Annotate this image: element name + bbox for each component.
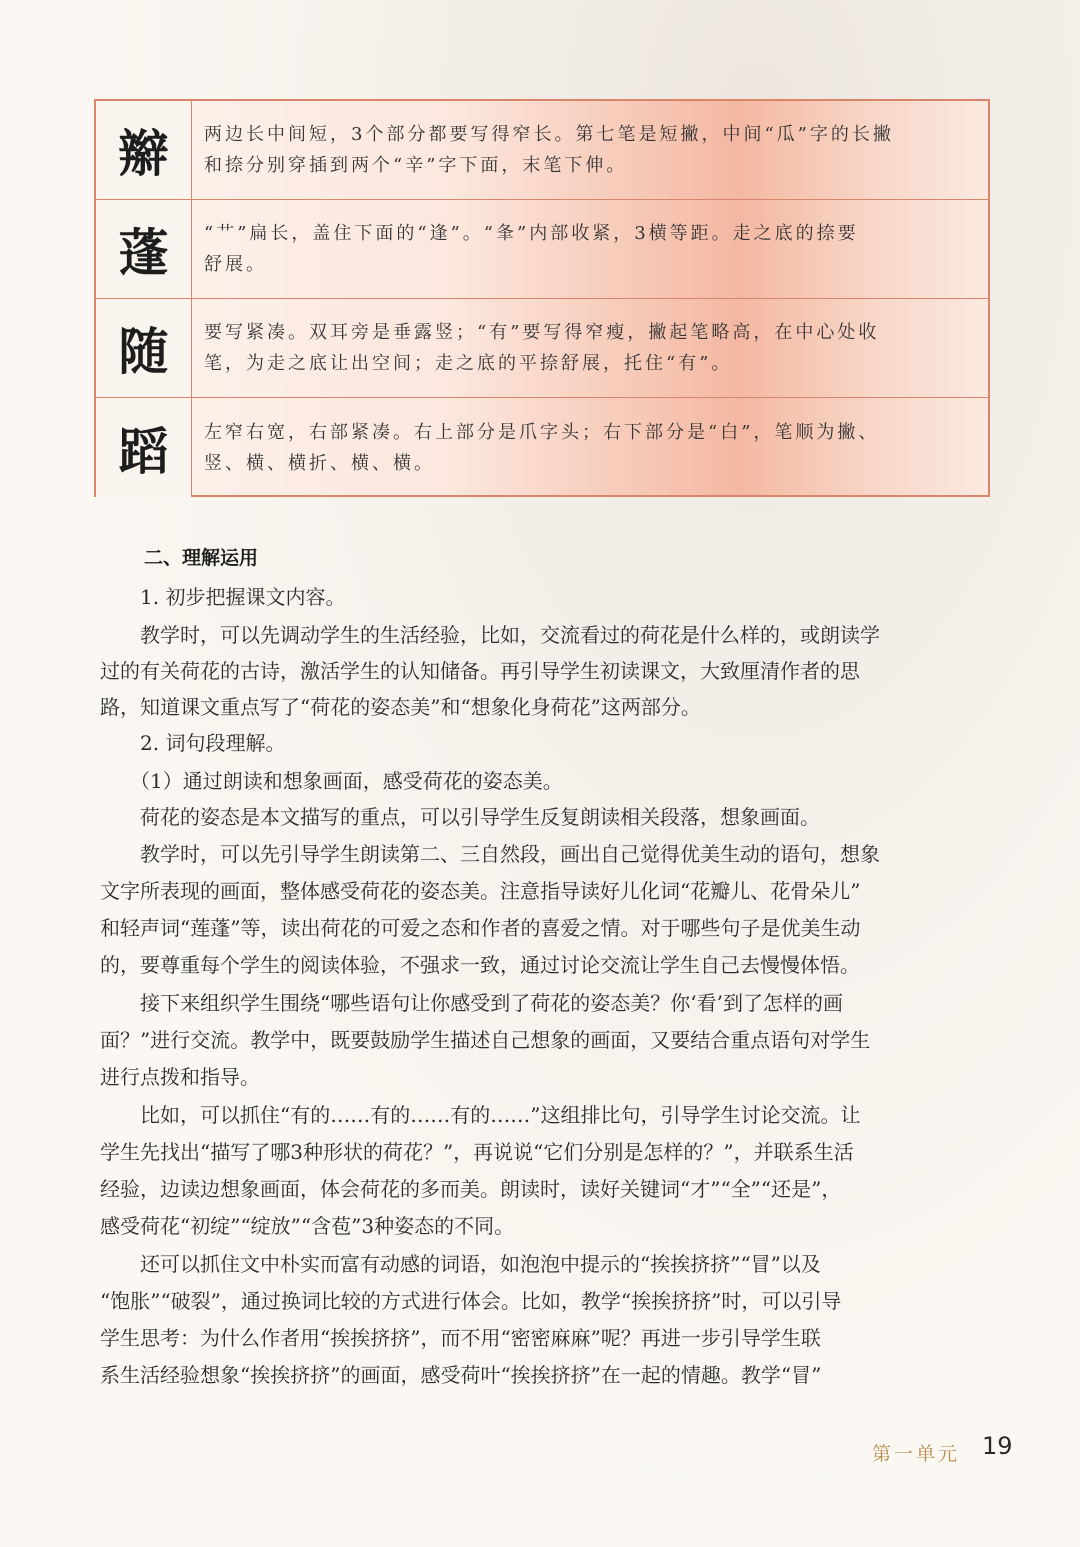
character-cell: [96, 101, 192, 199]
table-row: [96, 200, 988, 299]
character-cell: [96, 299, 192, 397]
paragraph-line: 教学时，可以先调动学生的生活经验，比如，交流看过的荷花是什么样的，或朗读学: [140, 623, 880, 647]
character: 蓬: [118, 223, 169, 282]
desc-line: 两边长中间短，3个部分都要写得窄长。第七笔是短撇，中间“瓜”字的长撇: [204, 124, 894, 145]
character: 蹈: [118, 421, 169, 481]
paragraph-line: 经验，边读边想象画面，体会荷花的多而美。朗读时，读好关键词“才”“全”“还是”，: [100, 1177, 842, 1201]
paragraph-line: 感受荷花“初绽”“绽放”“含苞”3种姿态的不同。: [100, 1214, 515, 1238]
character-description: [204, 101, 976, 199]
unit-label: 第一单元: [872, 1443, 961, 1465]
paragraph-line: 路，知道课文重点写了“荷花的姿态美”和“想象化身荷花”这两部分。: [100, 695, 701, 719]
paragraph-line: 面？”进行交流。教学中，既要鼓励学生描述自己想象的画面，又要结合重点语句对学生: [100, 1028, 871, 1052]
paragraph-line: 过的有关荷花的古诗，激活学生的认知储备。再引导学生初读课文，大致厘清作者的思: [100, 659, 860, 683]
page-number: 19: [982, 1432, 1013, 1460]
paragraph-line: 1. 初步把握课文内容。: [140, 585, 346, 609]
desc-line: “艹”扁长，盖住下面的“逢”。“夆”内部收紧，3横等距。走之底的捺要: [204, 223, 859, 244]
paragraph-line: （1）通过朗读和想象画面，感受荷花的姿态美。: [130, 769, 563, 793]
table-row: [96, 299, 988, 398]
desc-line: 和捺分别穿插到两个“辛”字下面，末笔下伸。: [204, 155, 628, 176]
section-heading: 二、理解运用: [144, 547, 259, 569]
paragraph-line: 进行点拨和指导。: [100, 1065, 260, 1089]
paragraph-line: 的，要尊重每个学生的阅读体验，不强求一致，通过讨论交流让学生自己去慢慢体悟。: [100, 953, 860, 977]
paragraph-line: 系生活经验想象“挨挨挤挤”的画面，感受荷叶“挨挨挤挤”在一起的情趣。教学“冒”: [100, 1363, 822, 1387]
paragraph-line: 接下来组织学生围绕“哪些语句让你感受到了荷花的姿态美？你‘看’到了怎样的画: [140, 991, 843, 1015]
paragraph-line: 学生先找出“描写了哪3种形状的荷花？”，再说说“它们分别是怎样的？”，并联系生活: [100, 1140, 854, 1164]
paragraph-line: 还可以抓住文中朴实而富有动感的词语，如泡泡中提示的“挨挨挤挤”“冒”以及: [140, 1252, 821, 1276]
paragraph-line: 和轻声词“莲蓬”等，读出荷花的可爱之态和作者的喜爱之情。对于哪些句子是优美生动: [100, 916, 861, 940]
desc-line: 舒展。: [204, 254, 267, 275]
desc-line: 竖、横、横折、横、横。: [204, 452, 435, 474]
character-description: [204, 398, 976, 497]
character-cell: [96, 398, 192, 497]
desc-line: 要写紧凑。双耳旁是垂露竖；“有”要写得窄瘦，撇起笔略高，在中心处收: [204, 322, 880, 343]
character-description: [204, 299, 976, 397]
paragraph-line: “饱胀”“破裂”，通过换词比较的方式进行体会。比如，教学“挨挨挤挤”时，可以引导: [100, 1289, 842, 1313]
table-row: [96, 101, 988, 200]
paragraph-line: 比如，可以抓住“有的……有的……有的……”这组排比句，引导学生讨论交流。让: [140, 1103, 861, 1127]
desc-line: 左窄右宽，右部紧凑。右上部分是爪字头；右下部分是“白”，笔顺为撇、: [204, 421, 880, 443]
paragraph-line: 文字所表现的画面，整体感受荷花的姿态美。注意指导读好儿化词“花瓣儿、花骨朵儿”: [100, 879, 861, 903]
character: 随: [118, 322, 169, 381]
paragraph-line: 2. 词句段理解。: [140, 731, 286, 755]
character-description: [204, 200, 976, 298]
character-writing-table: [94, 99, 990, 497]
table-row: [96, 398, 988, 497]
desc-line: 笔，为走之底让出空间；走之底的平捺舒展，托住“有”。: [204, 353, 733, 374]
paragraph-line: 荷花的姿态是本文描写的重点，可以引导学生反复朗读相关段落，想象画面。: [140, 805, 820, 829]
paragraph-line: 学生思考：为什么作者用“挨挨挤挤”，而不用“密密麻麻”呢？再进一步引导学生联: [100, 1326, 821, 1350]
character-cell: [96, 200, 192, 298]
paragraph-line: 教学时，可以先引导学生朗读第二、三自然段，画出自己觉得优美生动的语句，想象: [140, 842, 880, 866]
character: 辮: [118, 124, 169, 183]
